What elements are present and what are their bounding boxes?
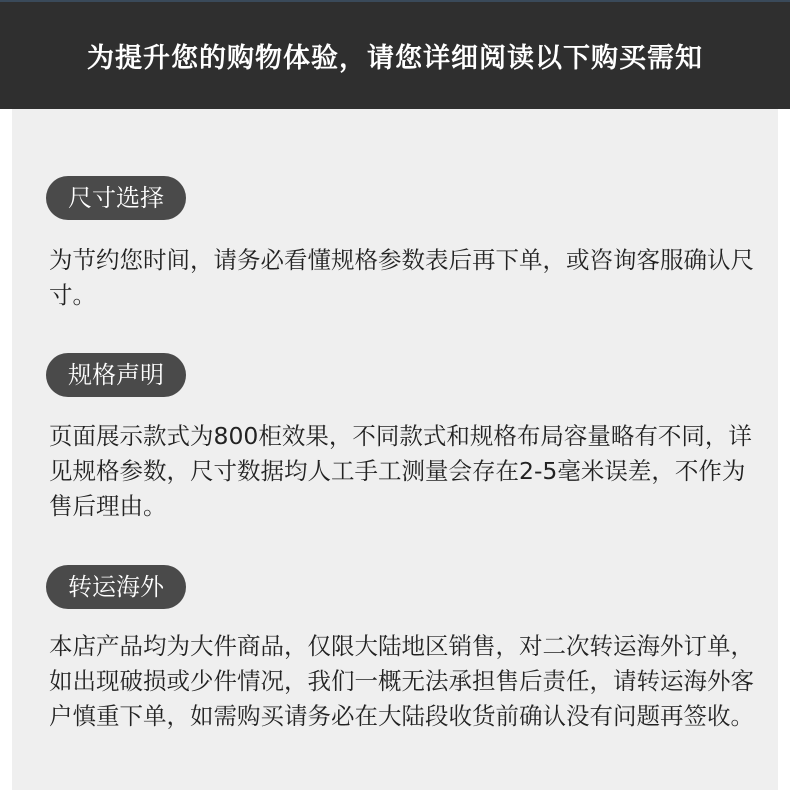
section-badge-spec: 规格声明: [46, 353, 186, 397]
section-text-size: 为节约您时间，请务必看懂规格参数表后再下单，或咨询客服确认尺寸。: [49, 246, 754, 309]
section-text-spec: 页面展示款式为800柜效果，不同款式和规格布局容量略有不同，详见规格参数，尺寸数据均人工手工测量会存在2-5毫米误差，不作为售后理由。: [49, 422, 752, 520]
section-text-overseas: 本店产品均为大件商品，仅限大陆地区销售，对二次转运海外订单，如出现破损或少件情况，我们一概无法承担售后责任，请转运海外客户慎重下单，如需购买请务必在大陆段收货前确认没有问题再签收。: [49, 632, 754, 730]
notice-header: [0, 0, 790, 109]
page-title: 为提升您的购物体验，请您详细阅读以下购买需知: [87, 43, 703, 74]
section-badge-overseas: 转运海外: [46, 565, 186, 609]
notice-body: [12, 109, 778, 790]
section-badge-size: 尺寸选择: [46, 176, 186, 220]
